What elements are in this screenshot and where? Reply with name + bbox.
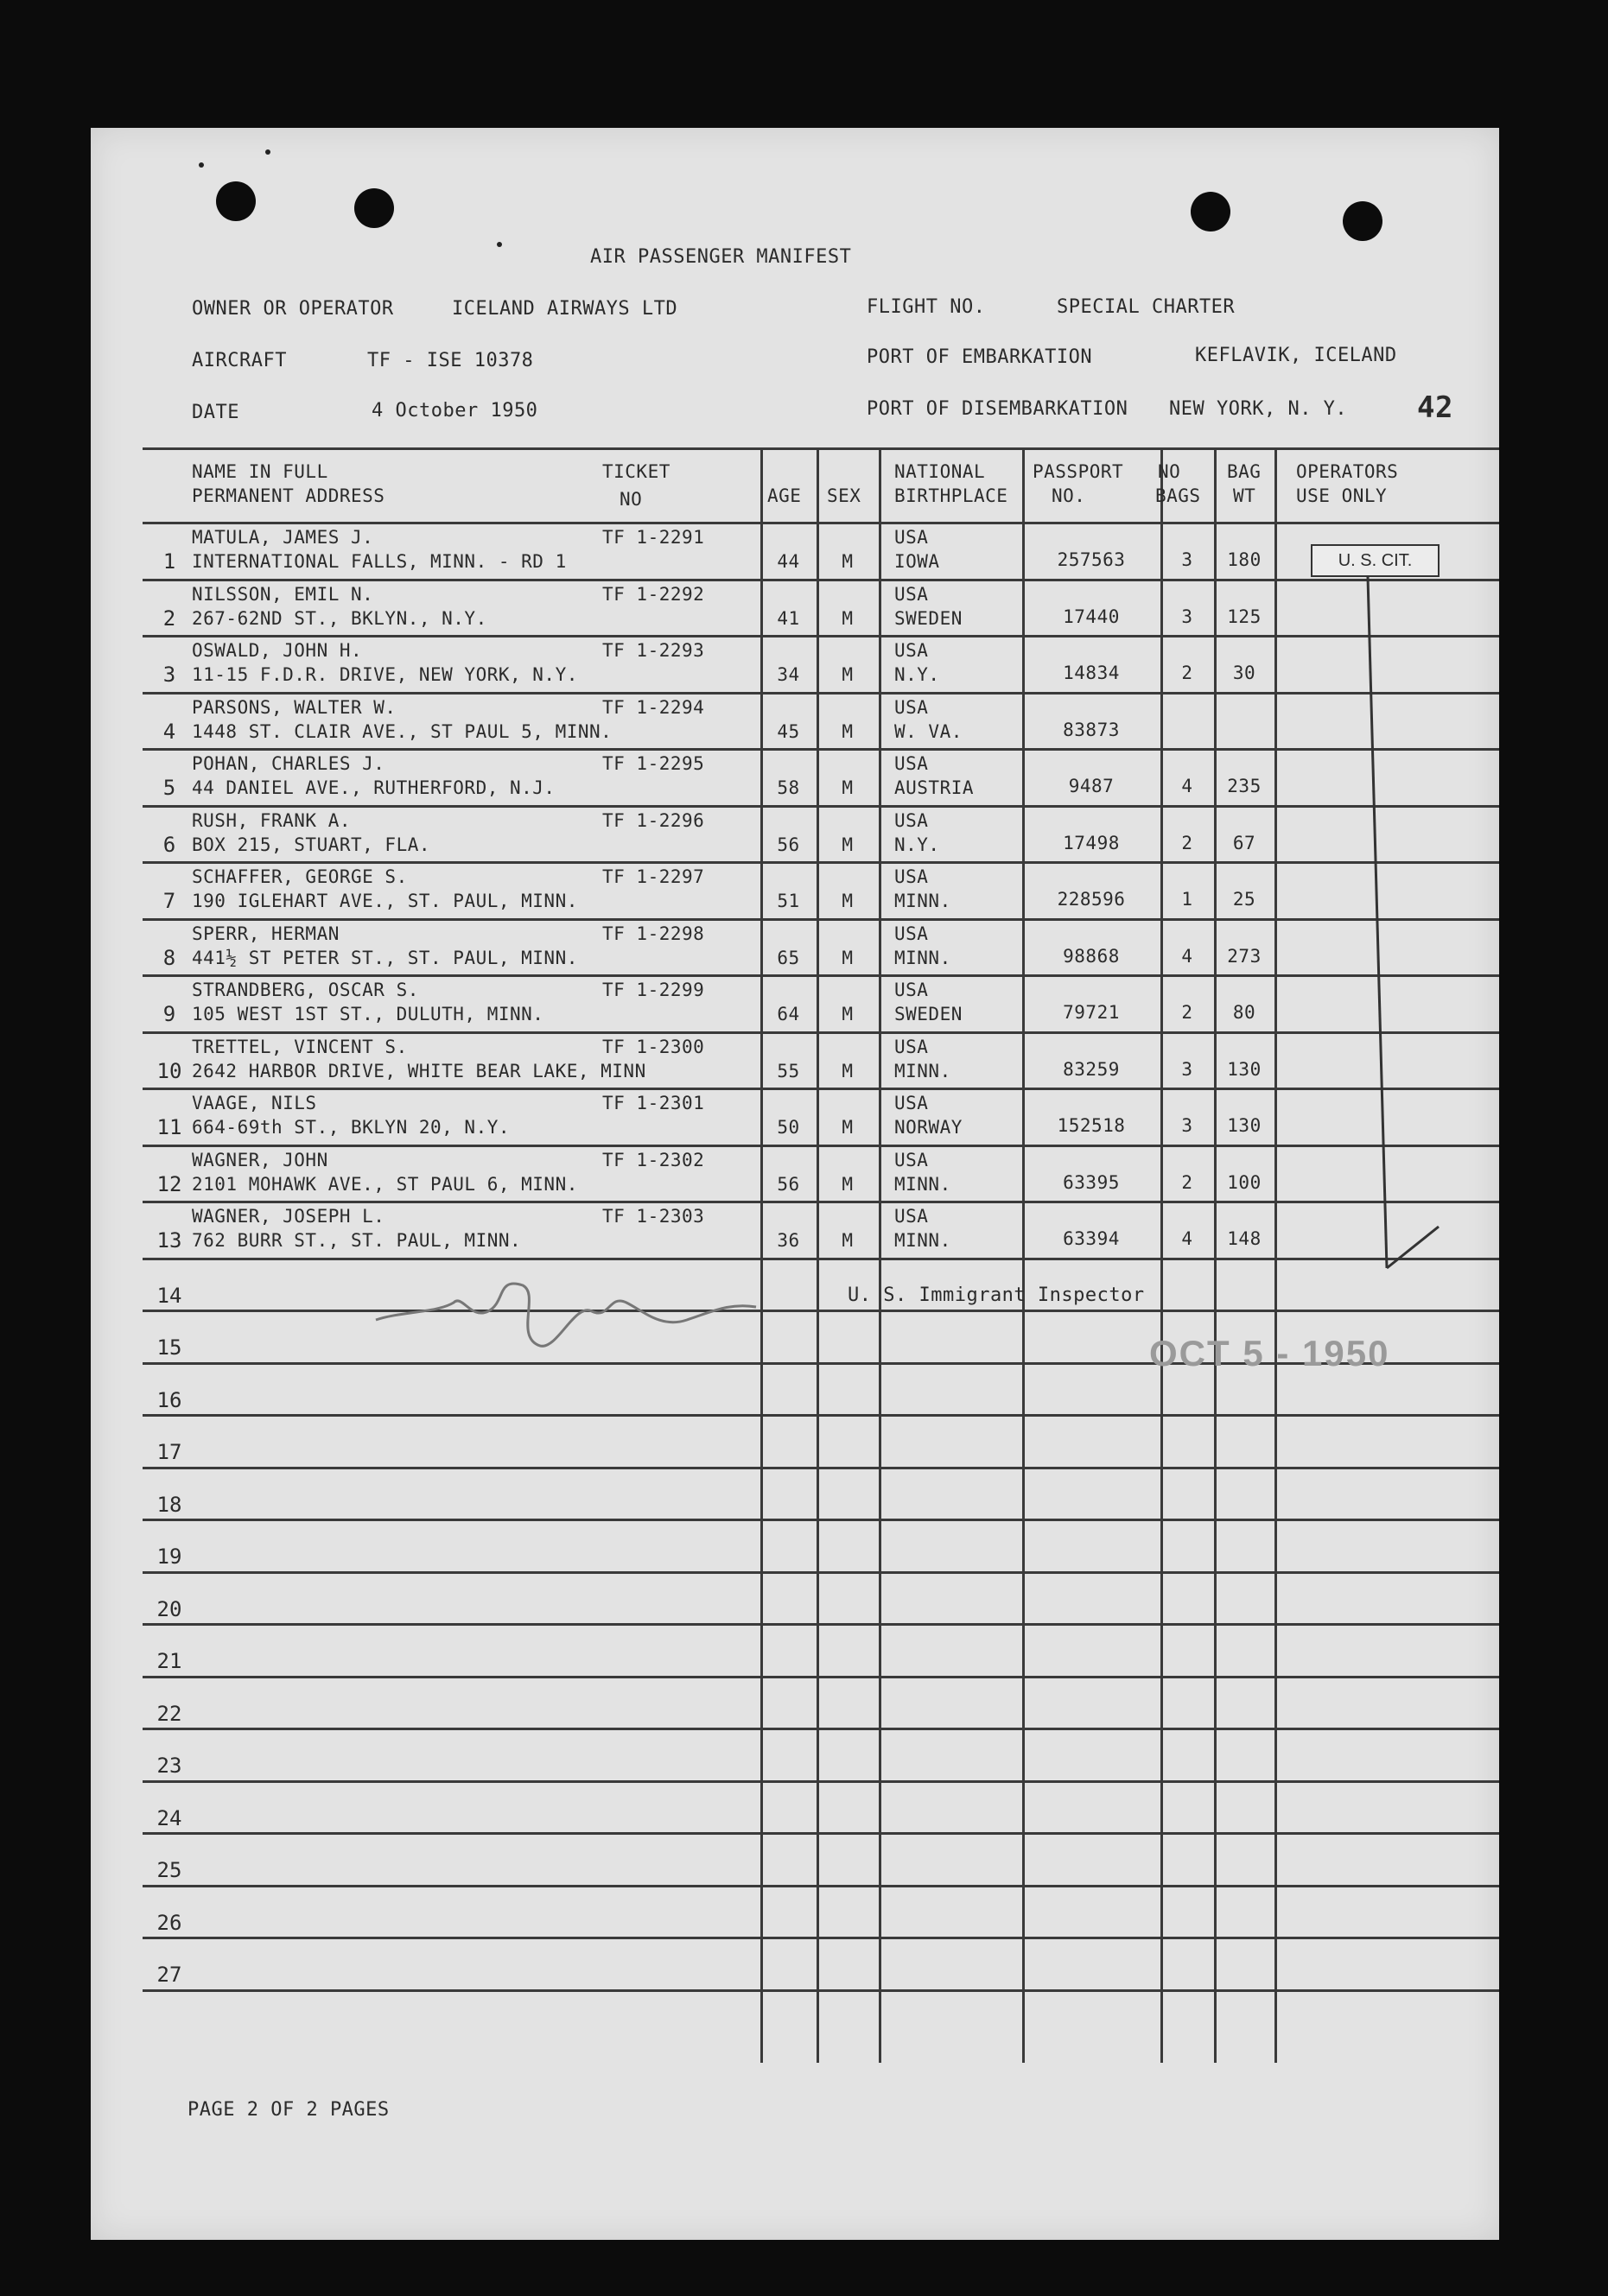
passenger-address: 11-15 F.D.R. DRIVE, NEW YORK, N.Y. bbox=[192, 664, 578, 685]
date-value: 4 October 1950 bbox=[372, 400, 538, 422]
passenger-birthplace: SWEDEN bbox=[894, 607, 963, 629]
grid-hline bbox=[143, 1467, 1499, 1469]
date-label: DATE bbox=[192, 402, 239, 423]
ticket-number: TF 1-2294 bbox=[602, 696, 705, 718]
grid-hline bbox=[143, 1728, 1499, 1730]
passenger-sex: M bbox=[842, 777, 854, 798]
ticket-number: TF 1-2299 bbox=[602, 980, 705, 1000]
passenger-age: 55 bbox=[777, 1060, 800, 1081]
passenger-nationality: USA bbox=[894, 1149, 929, 1170]
bag-count: 3 bbox=[1181, 1058, 1193, 1080]
passenger-sex: M bbox=[842, 607, 854, 629]
bag-count: 4 bbox=[1181, 1228, 1193, 1249]
grid-hline bbox=[143, 1937, 1499, 1939]
passenger-address: 44 DANIEL AVE., RUTHERFORD, N.J. bbox=[192, 777, 556, 798]
bag-weight: 235 bbox=[1227, 776, 1262, 796]
embark-value: KEFLAVIK, ICELAND bbox=[1195, 345, 1397, 366]
passenger-sex: M bbox=[842, 664, 854, 685]
col-name-l1: NAME IN FULL bbox=[192, 461, 328, 482]
grid-hline bbox=[143, 1031, 1499, 1034]
manifest-sheet bbox=[91, 128, 1499, 2240]
row-number: 17 bbox=[156, 1440, 182, 1464]
passenger-address: 2101 MOHAWK AVE., ST PAUL 6, MINN. bbox=[192, 1173, 578, 1195]
grid-hline bbox=[143, 447, 1499, 450]
passenger-birthplace: N.Y. bbox=[894, 834, 940, 855]
bag-weight: 148 bbox=[1227, 1228, 1262, 1249]
passenger-address: 105 WEST 1ST ST., DULUTH, MINN. bbox=[192, 1004, 544, 1024]
passenger-nationality: USA bbox=[894, 583, 929, 605]
row-number: 8 bbox=[162, 945, 176, 970]
passenger-nationality: USA bbox=[894, 696, 929, 718]
grid-vline bbox=[817, 447, 819, 2063]
grid-hline bbox=[143, 805, 1499, 808]
grid-vline bbox=[1160, 447, 1163, 2063]
passenger-age: 56 bbox=[777, 834, 800, 855]
grid-hline bbox=[143, 1414, 1499, 1417]
grid-hline bbox=[143, 1258, 1499, 1260]
passenger-name: POHAN, CHARLES J. bbox=[192, 753, 385, 774]
row-number: 16 bbox=[156, 1388, 182, 1412]
passenger-address: 762 BURR ST., ST. PAUL, MINN. bbox=[192, 1230, 522, 1251]
row-number: 26 bbox=[156, 1911, 182, 1935]
grid-vline bbox=[1214, 447, 1217, 2063]
passenger-name: TRETTEL, VINCENT S. bbox=[192, 1036, 408, 1057]
date-stamp: OCT 5 - 1950 bbox=[1149, 1333, 1390, 1373]
page-number: 42 bbox=[1417, 390, 1453, 425]
disembark-label: PORT OF DISEMBARKATION bbox=[867, 398, 1128, 420]
bag-weight: 25 bbox=[1232, 889, 1256, 910]
grid-hline bbox=[143, 1832, 1499, 1835]
passenger-nationality: USA bbox=[894, 980, 929, 1000]
col-ticket-l1: TICKET bbox=[602, 461, 671, 482]
passenger-nationality: USA bbox=[894, 809, 929, 831]
grid-hline bbox=[143, 1676, 1499, 1678]
ticket-number: TF 1-2298 bbox=[602, 923, 705, 944]
passenger-nationality: USA bbox=[894, 1206, 929, 1227]
passenger-birthplace: MINN. bbox=[894, 1173, 951, 1195]
passenger-name: SCHAFFER, GEORGE S. bbox=[192, 866, 408, 887]
bag-count: 2 bbox=[1181, 1002, 1193, 1023]
bag-weight: 125 bbox=[1227, 606, 1262, 627]
grid-hline bbox=[143, 918, 1499, 921]
punch-hole bbox=[216, 181, 256, 221]
passenger-sex: M bbox=[842, 720, 854, 742]
passenger-age: 64 bbox=[777, 1004, 800, 1024]
row-number: 27 bbox=[156, 1963, 182, 1987]
passenger-nationality: USA bbox=[894, 1036, 929, 1057]
grid-hline bbox=[143, 635, 1499, 637]
passenger-nationality: USA bbox=[894, 753, 929, 774]
row-number: 14 bbox=[156, 1284, 182, 1308]
col-ticket-l2: NO bbox=[620, 489, 643, 510]
bag-weight: 67 bbox=[1232, 832, 1256, 853]
passenger-address: 664-69th ST., BKLYN 20, N.Y. bbox=[192, 1117, 511, 1138]
bag-weight: 130 bbox=[1227, 1115, 1262, 1136]
row-number: 2 bbox=[162, 606, 176, 631]
row-number: 20 bbox=[156, 1597, 182, 1621]
passenger-birthplace: MINN. bbox=[894, 1060, 951, 1081]
passenger-sex: M bbox=[842, 1173, 854, 1195]
ticket-number: TF 1-2301 bbox=[602, 1093, 705, 1113]
owner-label: OWNER OR OPERATOR bbox=[192, 298, 394, 320]
passenger-age: 58 bbox=[777, 777, 800, 798]
passenger-birthplace: MINN. bbox=[894, 1230, 951, 1251]
grid-hline bbox=[143, 692, 1499, 695]
passenger-sex: M bbox=[842, 891, 854, 911]
col-bagwt-l1: BAG bbox=[1227, 461, 1262, 482]
row-number: 25 bbox=[156, 1858, 182, 1882]
col-pass-l2: NO. bbox=[1052, 485, 1086, 506]
ticket-number: TF 1-2302 bbox=[602, 1149, 705, 1170]
ticket-number: TF 1-2303 bbox=[602, 1206, 705, 1227]
passenger-name: RUSH, FRANK A. bbox=[192, 809, 352, 831]
col-nat-l2: BIRTHPLACE bbox=[894, 485, 1008, 506]
passenger-age: 50 bbox=[777, 1117, 800, 1138]
bag-count: 2 bbox=[1181, 663, 1193, 683]
manifest-title: AIR PASSENGER MANIFEST bbox=[590, 246, 852, 268]
passport-number: 79721 bbox=[1063, 1002, 1120, 1023]
bag-weight: 130 bbox=[1227, 1058, 1262, 1080]
embark-label: PORT OF EMBARKATION bbox=[867, 346, 1093, 368]
row-number: 9 bbox=[162, 1002, 176, 1026]
bag-count: 3 bbox=[1181, 606, 1193, 627]
passport-number: 83259 bbox=[1063, 1058, 1120, 1080]
passenger-birthplace: NORWAY bbox=[894, 1117, 963, 1138]
passenger-age: 41 bbox=[777, 607, 800, 629]
flight-value: SPECIAL CHARTER bbox=[1057, 296, 1236, 318]
passenger-sex: M bbox=[842, 1117, 854, 1138]
passenger-age: 44 bbox=[777, 551, 800, 572]
passenger-address: BOX 215, STUART, FLA. bbox=[192, 834, 431, 855]
passport-number: 83873 bbox=[1063, 719, 1120, 740]
passenger-nationality: USA bbox=[894, 923, 929, 944]
grid-vline bbox=[1022, 447, 1025, 2063]
flight-label: FLIGHT NO. bbox=[867, 296, 986, 318]
passenger-address: 1448 ST. CLAIR AVE., ST PAUL 5, MINN. bbox=[192, 720, 613, 742]
passenger-name: SPERR, HERMAN bbox=[192, 923, 340, 944]
passenger-nationality: USA bbox=[894, 640, 929, 661]
row-number: 11 bbox=[156, 1115, 182, 1139]
speck bbox=[497, 242, 502, 247]
passenger-birthplace: W. VA. bbox=[894, 720, 963, 742]
owner-value: ICELAND AIRWAYS LTD bbox=[452, 298, 678, 320]
row-number: 6 bbox=[162, 832, 176, 857]
passenger-address: 2642 HARBOR DRIVE, WHITE BEAR LAKE, MINN bbox=[192, 1060, 646, 1081]
grid-hline bbox=[143, 861, 1499, 864]
bag-count: 1 bbox=[1181, 889, 1193, 910]
ticket-number: TF 1-2297 bbox=[602, 866, 705, 887]
grid-hline bbox=[143, 748, 1499, 751]
passenger-name: PARSONS, WALTER W. bbox=[192, 696, 397, 718]
grid-hline bbox=[143, 1571, 1499, 1574]
passenger-sex: M bbox=[842, 551, 854, 572]
col-bagwt-l2: WT bbox=[1233, 485, 1256, 506]
punch-hole bbox=[1343, 201, 1382, 241]
row-number: 4 bbox=[162, 719, 176, 744]
ticket-number: TF 1-2293 bbox=[602, 640, 705, 661]
grid-hline bbox=[143, 1519, 1499, 1521]
passenger-age: 51 bbox=[777, 891, 800, 911]
grid-hline bbox=[143, 974, 1499, 977]
passenger-name: VAAGE, NILS bbox=[192, 1093, 317, 1113]
col-nat-l1: NATIONAL bbox=[894, 461, 986, 482]
ticket-number: TF 1-2291 bbox=[602, 527, 705, 548]
passenger-nationality: USA bbox=[894, 1093, 929, 1113]
passenger-sex: M bbox=[842, 1004, 854, 1024]
col-name-l2: PERMANENT ADDRESS bbox=[192, 485, 385, 506]
speck bbox=[199, 162, 204, 168]
passport-number: 17440 bbox=[1063, 606, 1120, 627]
row-number: 22 bbox=[156, 1702, 182, 1726]
grid-hline bbox=[143, 1989, 1499, 1992]
row-number: 15 bbox=[156, 1335, 182, 1360]
passport-number: 98868 bbox=[1063, 945, 1120, 967]
passenger-age: 45 bbox=[777, 720, 800, 742]
col-bags-l1: NO bbox=[1158, 461, 1181, 482]
row-number: 12 bbox=[156, 1171, 182, 1196]
passport-number: 63395 bbox=[1063, 1171, 1120, 1193]
passport-number: 14834 bbox=[1063, 663, 1120, 683]
passenger-nationality: USA bbox=[894, 866, 929, 887]
passenger-birthplace: IOWA bbox=[894, 551, 940, 572]
grid-hline bbox=[143, 1201, 1499, 1203]
bag-count: 2 bbox=[1181, 1171, 1193, 1193]
grid-hline bbox=[143, 522, 1499, 524]
bag-weight: 273 bbox=[1227, 945, 1262, 967]
punch-hole bbox=[354, 188, 394, 228]
passenger-address: 190 IGLEHART AVE., ST. PAUL, MINN. bbox=[192, 891, 578, 911]
passport-number: 17498 bbox=[1063, 832, 1120, 853]
col-ops-l1: OPERATORS bbox=[1296, 461, 1399, 482]
passenger-address: INTERNATIONAL FALLS, MINN. - RD 1 bbox=[192, 551, 567, 572]
passport-number: 152518 bbox=[1057, 1115, 1126, 1136]
grid-vline bbox=[760, 447, 763, 2063]
bag-count: 2 bbox=[1181, 832, 1193, 853]
row-number: 5 bbox=[162, 776, 176, 800]
grid-hline bbox=[143, 1885, 1499, 1887]
speck bbox=[265, 149, 270, 155]
passenger-name: WAGNER, JOHN bbox=[192, 1149, 328, 1170]
passenger-address: 441½ ST PETER ST., ST. PAUL, MINN. bbox=[192, 947, 578, 968]
passport-number: 9487 bbox=[1068, 776, 1115, 796]
grid-hline bbox=[143, 1780, 1499, 1783]
passenger-birthplace: SWEDEN bbox=[894, 1004, 963, 1024]
col-age: AGE bbox=[767, 485, 802, 506]
col-sex: SEX bbox=[827, 485, 861, 506]
grid-hline bbox=[143, 1088, 1499, 1090]
passenger-name: MATULA, JAMES J. bbox=[192, 527, 374, 548]
grid-hline bbox=[143, 579, 1499, 581]
grid-hline bbox=[143, 1310, 1499, 1312]
row-number: 18 bbox=[156, 1493, 182, 1517]
punch-hole bbox=[1191, 192, 1230, 232]
row-number: 10 bbox=[156, 1058, 182, 1083]
ticket-number: TF 1-2300 bbox=[602, 1036, 705, 1057]
col-pass-l1: PASSPORT bbox=[1033, 461, 1124, 482]
bag-count: 4 bbox=[1181, 776, 1193, 796]
passenger-age: 56 bbox=[777, 1173, 800, 1195]
passenger-name: OSWALD, JOHN H. bbox=[192, 640, 363, 661]
ticket-number: TF 1-2296 bbox=[602, 809, 705, 831]
grid-hline bbox=[143, 1623, 1499, 1626]
passenger-address: 267-62ND ST., BKLYN., N.Y. bbox=[192, 607, 487, 629]
passport-number: 228596 bbox=[1057, 889, 1126, 910]
passenger-name: WAGNER, JOSEPH L. bbox=[192, 1206, 385, 1227]
row-number: 1 bbox=[162, 549, 176, 574]
passenger-birthplace: AUSTRIA bbox=[894, 777, 975, 798]
passenger-birthplace: MINN. bbox=[894, 891, 951, 911]
passenger-nationality: USA bbox=[894, 527, 929, 548]
bag-weight: 180 bbox=[1227, 549, 1262, 570]
row-number: 19 bbox=[156, 1544, 182, 1569]
disembark-value: NEW YORK, N. Y. bbox=[1169, 398, 1348, 420]
row-number: 13 bbox=[156, 1228, 182, 1253]
aircraft-value: TF - ISE 10378 bbox=[367, 350, 534, 371]
passenger-name: NILSSON, EMIL N. bbox=[192, 583, 374, 605]
ticket-number: TF 1-2292 bbox=[602, 583, 705, 605]
passenger-age: 34 bbox=[777, 664, 800, 685]
passenger-sex: M bbox=[842, 1060, 854, 1081]
passenger-sex: M bbox=[842, 947, 854, 968]
aircraft-label: AIRCRAFT bbox=[192, 350, 287, 371]
passport-number: 63394 bbox=[1063, 1228, 1120, 1249]
bag-count: 4 bbox=[1181, 945, 1193, 967]
bag-count: 3 bbox=[1181, 549, 1193, 570]
passenger-sex: M bbox=[842, 1230, 854, 1251]
passport-number: 257563 bbox=[1057, 549, 1126, 570]
col-ops-l2: USE ONLY bbox=[1296, 485, 1388, 506]
bag-count: 3 bbox=[1181, 1115, 1193, 1136]
ticket-number: TF 1-2295 bbox=[602, 753, 705, 774]
col-bags-l2: BAGS bbox=[1155, 485, 1201, 506]
grid-vline bbox=[1274, 447, 1277, 2063]
us-citizen-box: U. S. CIT. bbox=[1311, 544, 1440, 577]
bag-weight: 100 bbox=[1227, 1171, 1262, 1193]
passenger-sex: M bbox=[842, 834, 854, 855]
bag-weight: 30 bbox=[1232, 663, 1256, 683]
grid-hline bbox=[143, 1145, 1499, 1147]
inspector-label: U. S. Immigrant Inspector bbox=[848, 1284, 1145, 1306]
passenger-birthplace: N.Y. bbox=[894, 664, 940, 685]
row-number: 7 bbox=[162, 889, 176, 913]
passenger-age: 65 bbox=[777, 947, 800, 968]
passenger-birthplace: MINN. bbox=[894, 947, 951, 968]
row-number: 23 bbox=[156, 1754, 182, 1778]
row-number: 24 bbox=[156, 1806, 182, 1830]
page-footer: PAGE 2 OF 2 PAGES bbox=[187, 2099, 390, 2121]
passenger-name: STRANDBERG, OSCAR S. bbox=[192, 980, 419, 1000]
grid-vline bbox=[879, 447, 881, 2063]
passenger-age: 36 bbox=[777, 1230, 800, 1251]
row-number: 3 bbox=[162, 663, 176, 687]
bag-weight: 80 bbox=[1232, 1002, 1256, 1023]
row-number: 21 bbox=[156, 1649, 182, 1673]
